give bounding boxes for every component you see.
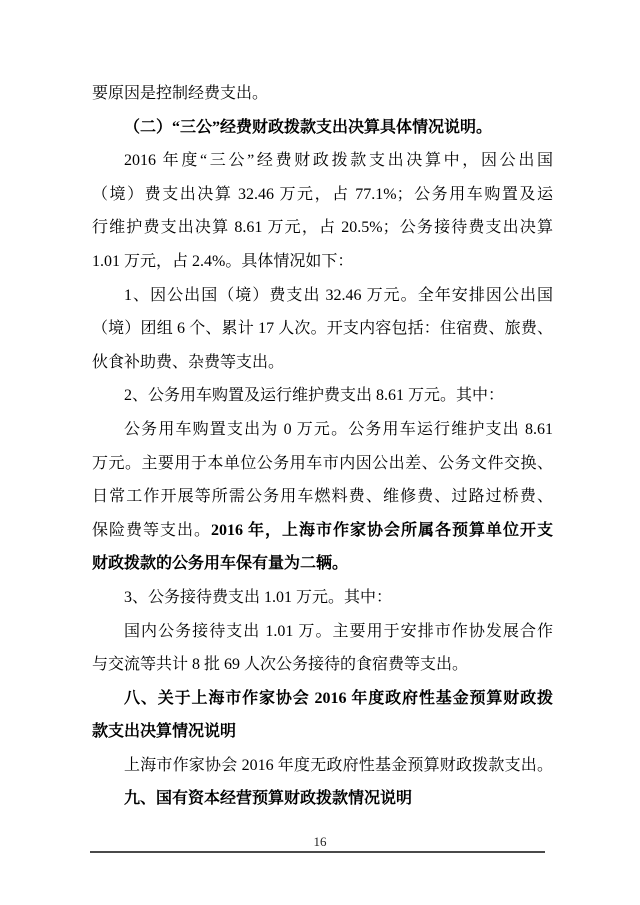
footer-rule: [90, 851, 545, 853]
paragraph-text: （境）费支出决算 32.46 万元，占 77.1%；公务用车购置及运: [92, 185, 553, 203]
paragraph-text: 国内公务接待支出 1.01 万。主要用于安排市作协发展合作: [124, 622, 553, 640]
paragraph-line: [92, 447, 553, 481]
paragraph-text: 要原因是控制经费支出。: [92, 85, 269, 102]
paragraph-line: [92, 346, 553, 380]
paragraph-line: [92, 77, 553, 111]
heading-section-nine: [92, 782, 553, 816]
paragraph-line: [92, 178, 553, 212]
paragraph-line-item-3: [92, 581, 553, 615]
paragraph-text: 3、公务接待费支出 1.01 万元。其中：: [124, 588, 393, 606]
heading-text: 款支出决算情况说明: [92, 723, 237, 741]
paragraph-line: [92, 312, 553, 346]
heading-text: 八、关于上海市作家协会 2016 年度政府性基金预算财政拨: [124, 689, 553, 707]
paragraph-line: [92, 245, 553, 279]
paragraph-line-item-1: [92, 279, 553, 313]
page-number: 16: [313, 834, 327, 849]
paragraph-text: 日常工作开展等所需公务用车燃料费、维修费、过路过桥费、: [92, 488, 553, 506]
paragraph-line: [92, 413, 553, 447]
paragraph-text: 2、公务用车购置及运行维护费支出 8.61 万元。其中：: [124, 387, 505, 405]
heading-text: （二）“三公”经费财政拨款支出决算具体情况说明。: [124, 118, 493, 136]
heading-section-eight-line2: [92, 715, 553, 749]
heading-text: 九、国有资本经营预算财政拨款情况说明: [124, 790, 413, 808]
paragraph-line: [92, 144, 553, 178]
paragraph-text: 伙食补助费、杂费等支出。: [92, 353, 285, 371]
heading-section-eight-line1: [92, 682, 553, 716]
paragraph-line-item-2: [92, 379, 553, 413]
paragraph-text: 万元。主要用于本单位公务用车市内因公出差、公务文件交换、: [92, 454, 553, 472]
paragraph-line: [92, 480, 553, 514]
paragraph-line: [92, 749, 553, 783]
heading-subsection-two: [92, 111, 553, 145]
paragraph-text: 1、因公出国（境）费支出 32.46 万元。全年安排因公出国: [124, 286, 553, 304]
paragraph-line: [92, 615, 553, 649]
paragraph-text: 上海市作家协会 2016 年度无政府性基金预算财政拨款支出。: [124, 756, 553, 774]
paragraph-line-mixed: [92, 514, 553, 548]
emphasized-text: 2016 年，上海市作家协会所属各预算单位开支: [211, 521, 553, 539]
document-body: [92, 77, 553, 816]
paragraph-text: （境）团组 6 个、累计 17 人次。开支内容包括：住宿费、旅费、: [92, 320, 553, 338]
paragraph-line: [92, 211, 553, 245]
paragraph-line-emphasized: [92, 547, 553, 581]
paragraph-text: 公务用车购置支出为 0 万元。公务用车运行维护支出 8.61: [124, 420, 553, 438]
emphasized-text: 财政拨款的公务用车保有量为二辆。: [92, 555, 349, 573]
paragraph-text: 2016 年度“三公”经费财政拨款支出决算中，因公出国: [124, 152, 553, 170]
paragraph-text: 1.01 万元，占 2.4%。具体情况如下：: [92, 252, 354, 270]
paragraph-text: 行维护费支出决算 8.61 万元，占 20.5%；公务接待费支出决算: [92, 219, 553, 237]
paragraph-text: 与交流等共计 8 批 69 人次公务接待的食宿费等支出。: [92, 656, 469, 674]
paragraph-text: 保险费等支出。: [92, 521, 211, 539]
paragraph-line: [92, 648, 553, 682]
